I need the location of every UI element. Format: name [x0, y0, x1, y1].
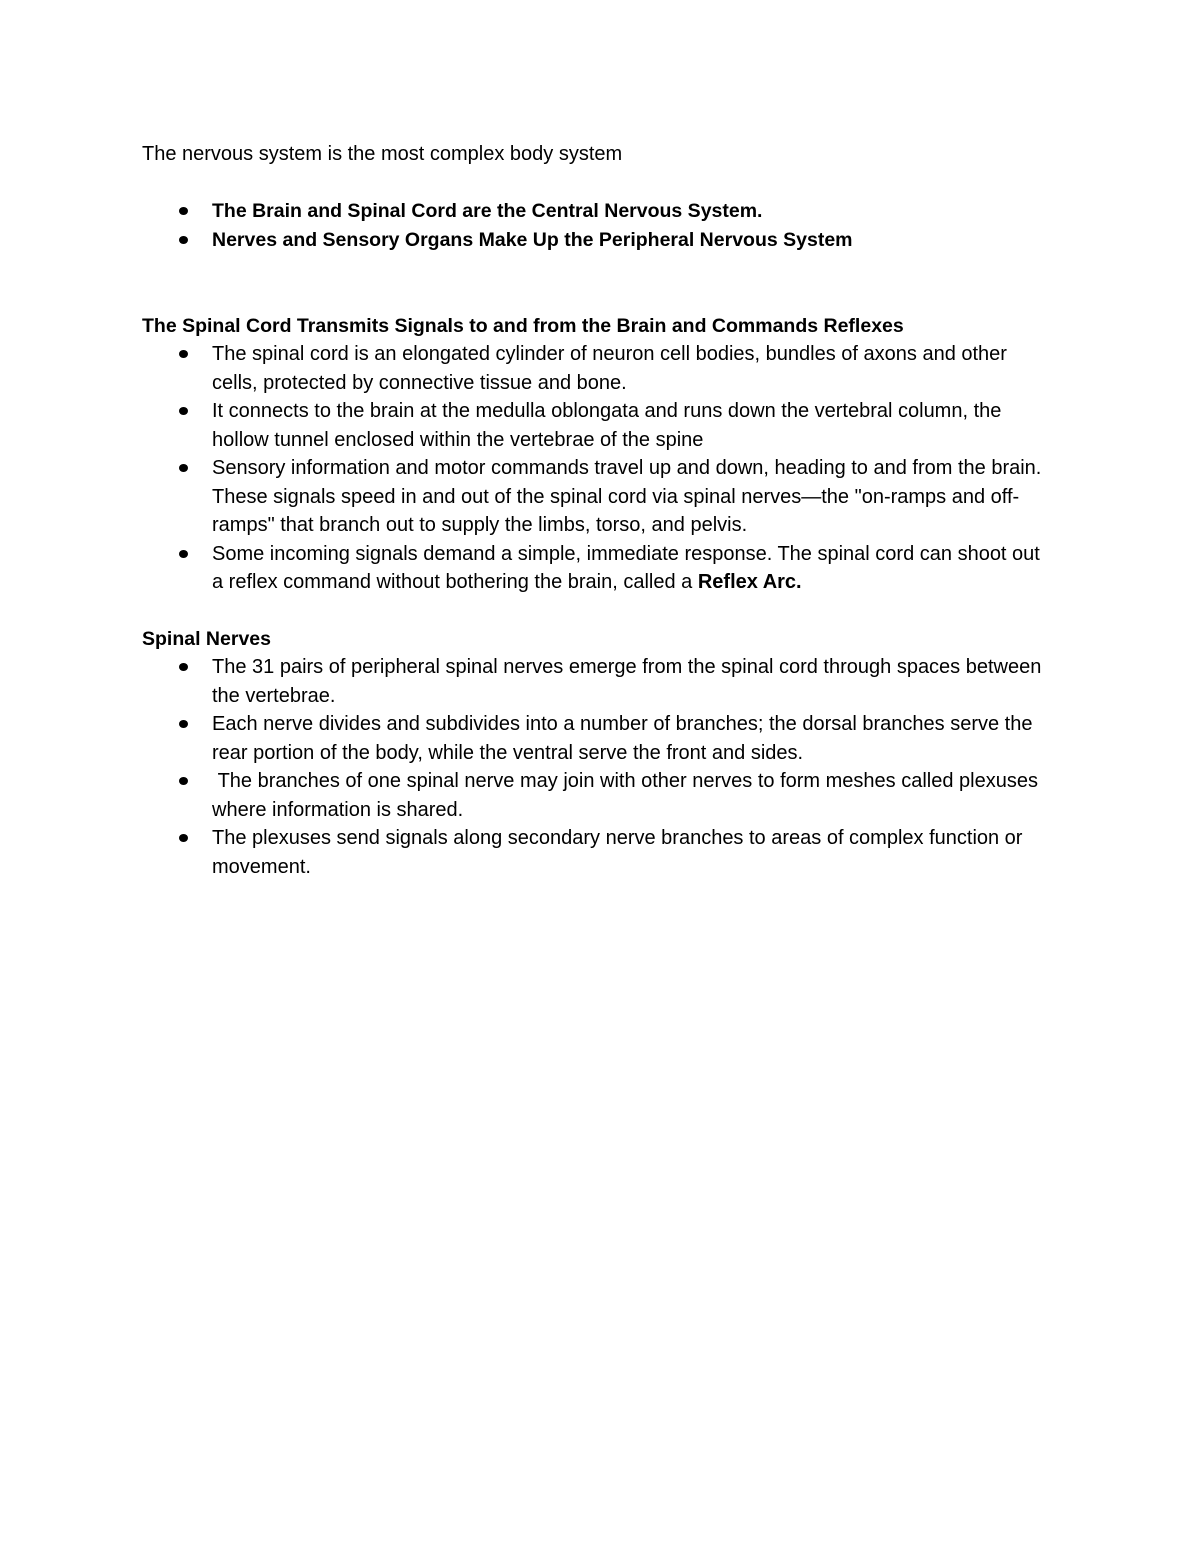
list-item-text: It connects to the brain at the medulla oblongata and runs down the vertebral column, the hollow tunnel enclosed within the vertebrae of the spine — [212, 400, 1002, 451]
list-item — [0, 540, 1052, 597]
list-item-text: The plexuses send signals along secondary nerve branches to areas of complex function or movement. — [212, 827, 1023, 878]
list-item-text: The Brain and Spinal Cord are the Central Nervous System. — [212, 200, 763, 222]
list-item — [0, 197, 1052, 226]
list-item — [0, 824, 1052, 881]
intro-text: The nervous system is the most complex body system — [142, 143, 623, 165]
list-item-text: Nerves and Sensory Organs Make Up the Peripheral Nervous System — [212, 228, 853, 251]
list-item — [0, 767, 1052, 824]
list-item-text: The branches of one spinal nerve may join with other nerves to form meshes called plexuses where information is shared. — [212, 770, 1044, 821]
list-item — [0, 397, 1052, 454]
list-item — [0, 454, 1052, 540]
bullet-icon — [179, 663, 188, 671]
list-item — [0, 340, 1052, 397]
bullet-icon — [179, 407, 188, 415]
list-item-text: Each nerve divides and subdivides into a number of branches; the dorsal branches serve the rear portion of the body, while the ventral serve the front and sides. — [212, 713, 1033, 764]
spinal-nerves-list — [0, 653, 1200, 881]
bullet-icon — [179, 720, 188, 728]
bullet-icon — [179, 550, 188, 558]
list-item-text: The spinal cord is an elongated cylinder of neuron cell bodies, bundles of axons and other cells, protected by connective tissue and bone. — [212, 343, 1007, 394]
section-heading-spinal-cord: The Spinal Cord Transmits Signals to and from the Brain and Commands Reflexes — [142, 315, 904, 337]
section-heading-spinal-nerves: Spinal Nerves — [142, 628, 271, 650]
list-item — [0, 226, 1052, 255]
bullet-icon — [179, 777, 188, 785]
bullet-icon — [179, 207, 188, 215]
list-item — [0, 653, 1052, 710]
list-item-text: The 31 pairs of peripheral spinal nerves emerge from the spinal cord through spaces between the vertebrae. — [212, 656, 1042, 707]
spinal-cord-list — [0, 340, 1200, 597]
bullet-icon — [179, 350, 188, 358]
bullet-icon — [179, 834, 188, 842]
bullet-icon — [179, 464, 188, 472]
summary-list — [0, 197, 1200, 254]
list-item-text: Some incoming signals demand a simple, immediate response. The spinal cord can shoot out a reflex command without bothering the brain, called a — [212, 542, 1040, 593]
list-item — [0, 710, 1052, 767]
reflex-arc-term: Reflex Arc. — [697, 571, 802, 593]
bullet-icon — [179, 236, 188, 244]
list-item-text: Sensory information and motor commands travel up and down, heading to and from the brain. These signals speed in and out of the spinal cord via spinal nerves—the "on-ramps and off-ramps" that branch out to supply the limbs, torso, and pelvis. — [212, 457, 1042, 536]
